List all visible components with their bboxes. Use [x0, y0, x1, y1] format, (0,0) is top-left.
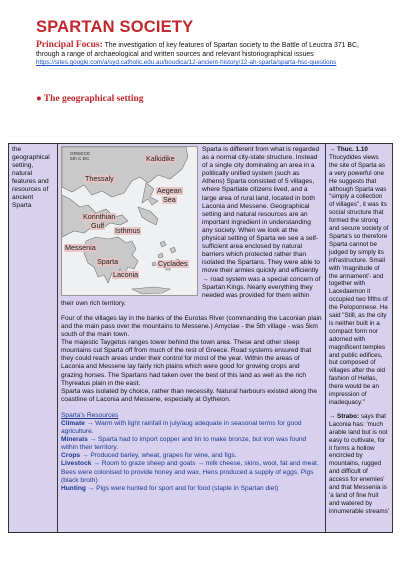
sources-cell	[326, 144, 393, 533]
resource-text: → Warm with light rainfall in july/aug adequate in seasonal terms for good agriculture.	[61, 420, 302, 436]
topic-cell	[9, 144, 58, 533]
map-label-sparta: Sparta	[97, 257, 119, 266]
map-title-line2: 5th C BC	[70, 157, 90, 163]
paragraph-isolation: Sparta was isolated by choice, rather than necessity. Natural harbours existed along the coastline of Laconia and Messene, especially at Gytheion.	[61, 387, 318, 403]
source-link[interactable]: https://sites.google.com/a/syd.catholic.edu.au/boudica/12-ancient-history/12-ah-sparta/sparta-hsc-questions	[36, 59, 337, 67]
table-row	[9, 144, 393, 533]
resource-name: Hunting	[61, 484, 86, 492]
map-label-sea: Sea	[163, 195, 176, 204]
thucydides-label: → Thuc. 1.10	[329, 146, 368, 153]
map-label-gulf: Gulf	[91, 221, 105, 230]
map-title-line1: GREECE	[70, 152, 91, 157]
topic-text: the geographical setting, natural features and resources of ancient Sparta	[12, 146, 50, 209]
map-label-messenia: Messenia	[65, 243, 96, 252]
resource-item	[61, 460, 322, 484]
resource-item	[61, 436, 322, 452]
paragraph-villages: Four of the villages lay in the banks of the Eurotas River (commanding the Laconian plain and the main pass over the mountains to Messene.) Amyclae - the 5th village - was 5km south of the main town.	[61, 314, 322, 339]
resource-item	[61, 420, 322, 436]
thucydides-text: Thucydides views the site of Sparta as a very powerful one He suggests that although Sparta was "simply a collection of villages", it was its social structure that formed the strong and secure society of Sparta's so therefore Sparta cannot be judged by simply its infrastructure. Small with 'magnitude of the armament'- and together with Lacedaemon it occupied two fifths of the Peloponnese. He said "Still, as the city is neither built in a compact form nor adorned with magnificent temples and public edifices, but composed of villages after the old fashion of Hellas, there would be an impression of inadequacy."	[329, 153, 389, 406]
page-title: SPARTAN SOCIETY	[36, 18, 194, 36]
resource-text: → Pigs were hunted for sport and for food (staple in Spartan diet)	[87, 484, 279, 492]
principal-focus-label: Principal Focus:	[36, 40, 103, 50]
map-label-aegean: Aegean	[157, 186, 182, 195]
map-label-kalkidike: Kalkidike	[146, 154, 175, 163]
strabo-label: → Strabo:	[329, 412, 360, 420]
map-label-korinthian: Korinthian	[83, 212, 116, 221]
bullet-icon: ●	[36, 94, 42, 104]
resources-heading: Sparta's Resources	[61, 411, 119, 419]
resource-text: → Produced barley, wheat, grapes for wine, and figs.	[81, 452, 237, 460]
notes-cell	[58, 144, 326, 533]
map-title	[70, 152, 90, 162]
resource-name: Livestock	[61, 460, 92, 468]
resource-name: Minerals	[61, 436, 88, 444]
resource-text: → Sparta had to import copper and tin to make bronze, but iron was found within their territory.	[61, 436, 307, 452]
principal-focus-text: The investigation of key features of Spartan society to the Battle of Leuctra 371 BC, through a range of archaeological and written sources and relevant historiographical issues	[36, 42, 359, 58]
strabo-text: says that Laconia has: 'much arable land but is not easy to cultivate, for it forms a hollow encircled by mountains, rugged and difficult of access for enemies' and that Messenia is 'a land of fine fruit and watered by innumerable streams'	[329, 412, 389, 515]
resource-name: Climate	[61, 420, 85, 427]
paragraph-mountains: The majestic Taygetus ranges tower behind the town area. These and other steep mountains cut Sparta off from much of the rest of Greece. Road systems ensured that they could reach areas under their control for most of the year. Within the areas of Laconia and Messene lay fairly rich plains which were good for growing crops and grazing horses. The Spartans had taken over the best of this land as well as the rich Thyreatus plain in the east.	[61, 339, 312, 387]
map-label-thessaly: Thessaly	[85, 174, 114, 183]
map-label-isthmus: Isthmus	[115, 226, 141, 235]
resource-item	[61, 485, 322, 493]
map-label-laconia: Laconia	[113, 270, 139, 279]
resource-text: → Room to graze sheep and goats → milk cheese, skins, wool, fat and meat. Bees were colonised to provide honey and wax. Hens produced a supply of eggs. Pigs (black broth)	[61, 460, 319, 484]
map-label-cyclades: Cyclades	[158, 259, 188, 268]
section-heading-text: The geographical setting	[43, 94, 144, 104]
content-table	[8, 143, 393, 533]
section-heading	[36, 94, 144, 104]
greece-map	[61, 146, 198, 296]
resource-item	[61, 452, 322, 460]
resource-name: Crops	[61, 452, 81, 460]
paragraph-intro: Sparta is different from what is regarded as a normal city-state structure. Instead of a single city dominating an area in a politically unified system (such as Athens) Sparta consisted of 5 villages, where Spartiate citizens lived, and a large area of rural land, located in both Laconia and Messene. Geographical setting and natural resources are an important ingredient in understanding any society. When we look at the physical setting of Sparta we see a self-sufficient area enclosed by natural barriers which protected rather than isolated the Spartans. They were able to move their armies quickly and efficiently → road system was a special concern of Spartan Kings. Nearly everything they needed was provided for them within their own rich territory.	[61, 146, 321, 307]
principal-focus	[36, 41, 376, 68]
